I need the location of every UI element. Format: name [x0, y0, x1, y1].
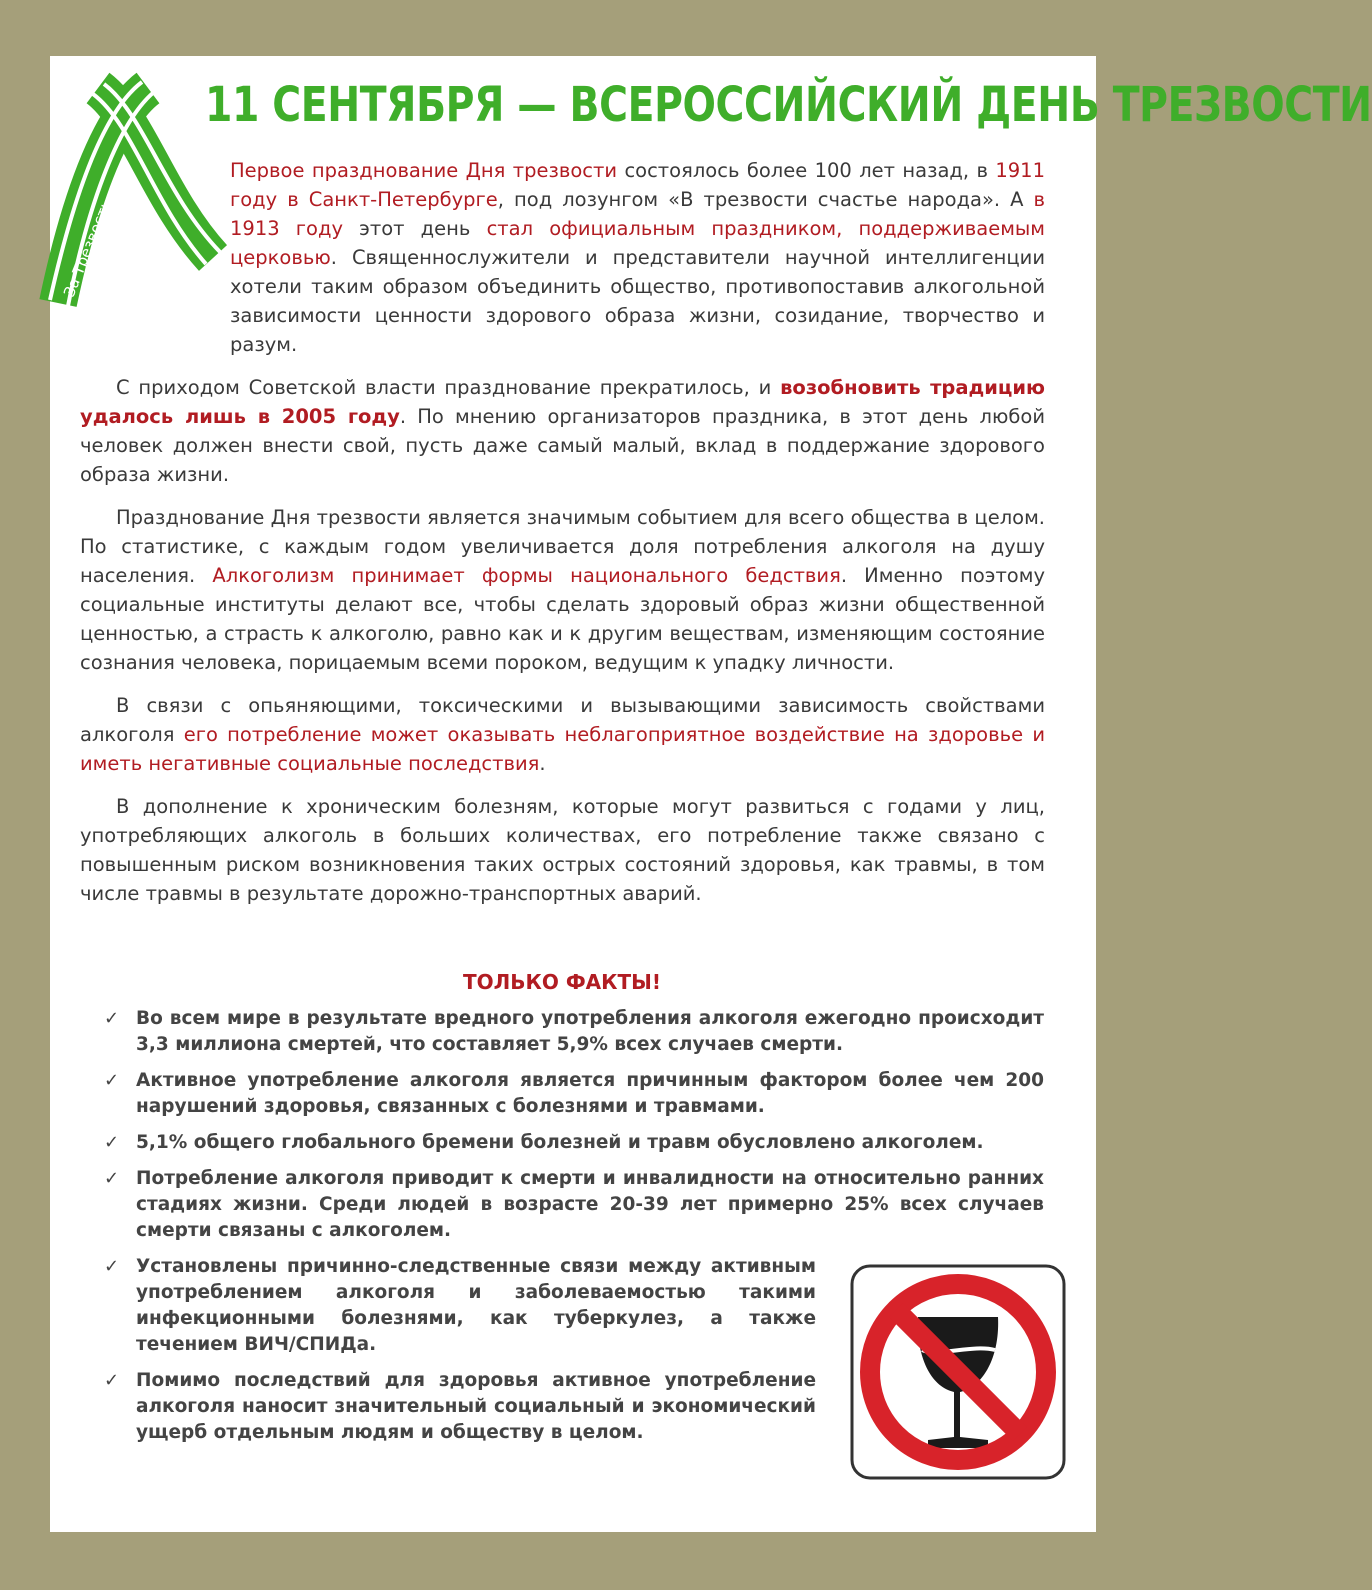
paragraph-history [80, 156, 1045, 359]
ribbon-text: За Трезвость [60, 196, 116, 300]
paragraph-injuries: В дополнение к хроническим болезням, которые могут развиться с годами у лиц, употребляющих алкоголь в больших количествах, его потребление также связано с повышенным риском возникновения таких острых состояний здоровья, как травмы, в том числе травмы в результате дорожно-транспортных аварий. [80, 795, 1045, 905]
fact-text: Установлены причинно-следственные связи между активным употреблением алкоголя и заболеваемостью такими инфекционными болезнями, как туберкулез, а также течением ВИЧ/СПИДа. [136, 1256, 816, 1355]
page-title: 11 СЕНТЯБРЯ — ВСЕРОССИЙСКИЙ ДЕНЬ ТРЕЗВОСТИ [205, 77, 1372, 133]
highlight-1911: 1911 году в Санкт-Петербурге [230, 159, 1045, 211]
highlight-1913: в 1913 году [230, 188, 1045, 240]
fact-text: Во всем мире в результате вредного употребления алкоголя ежегодно происходит 3,3 миллиона смертей, что составляет 5,9% всех случаев смерти. [136, 1008, 1044, 1055]
text-span: этот день [343, 217, 487, 240]
highlight-2005: возобновить традицию удалось лишь в 2005 году [80, 376, 1045, 428]
highlight-national-disaster: Алкоголизм принимает формы национального бедствия [212, 564, 841, 587]
text-span: , под лозунгом «В трезвости счастье народа». А [497, 188, 1034, 211]
fact-item [104, 1006, 1044, 1058]
paragraph-significance [80, 503, 1045, 677]
fact-text: Активное употребление алкоголя является причинным фактором более чем 200 нарушений здоровья, связанных с болезнями и травмами. [136, 1070, 1044, 1117]
fact-text: 5,1% общего глобального бремени болезней и травм обусловлено алкоголем. [136, 1132, 984, 1153]
checkmark-icon: ✓ [104, 1168, 120, 1189]
text-span: Празднование Дня трезвости является значимым событием для всего общества в целом. По статистике, с каждым годом увеличивается доля потребления алкоголя на душу населения. [80, 506, 1045, 587]
highlight-official-holiday: стал официальным праздником, поддерживаемым церковью [230, 217, 1046, 269]
no-alcohol-sign-icon [848, 1262, 1068, 1482]
paragraph-soviet [80, 373, 1045, 489]
paragraph-harm [80, 691, 1045, 778]
checkmark-icon: ✓ [104, 1070, 120, 1091]
fact-item [104, 1130, 1044, 1156]
fact-item [104, 1368, 816, 1446]
facts-heading: ТОЛЬКО ФАКТЫ! [463, 970, 661, 994]
fact-text: Потребление алкоголя приводит к смерти и инвалидности на относительно ранних стадиях жизни. Среди людей в возрасте 20-39 лет примерно 25% всех случаев смерти связаны с алкоголем. [136, 1168, 1044, 1241]
text-span: С приходом Советской власти празднование прекратилось, и [116, 376, 781, 399]
text-span: . Именно поэтому социальные институты делают все, чтобы сделать здоровый образ жизни общественной ценностью, а страсть к алкоголю, равно как и к другим веществам, изменяющим состояние сознания человека, порицаемым всеми пороком, ведущим к упадку личности. [80, 564, 1045, 674]
fact-item [104, 1068, 1044, 1120]
text-span: В связи с опьяняющими, токсическими и вызывающими зависимость свойствами алкоголя [80, 694, 1045, 746]
checkmark-icon: ✓ [104, 1008, 120, 1029]
text-span: состоялось более 100 лет назад, в [617, 159, 996, 182]
fact-item [104, 1254, 816, 1358]
fact-text: Помимо последствий для здоровья активное употребление алкоголя наносит значительный социальный и экономический ущерб отдельным людям и обществу в целом. [136, 1370, 816, 1443]
article-body [80, 156, 1045, 922]
text-span: . [539, 752, 546, 775]
text-span: . Священнослужители и представители научной интеллигенции хотели таким образом объединить общество, противопоставив алкогольной зависимости ценности здорового образа жизни, созидание, творчество и разум. [230, 246, 1045, 356]
checkmark-icon: ✓ [104, 1256, 120, 1277]
checkmark-icon: ✓ [104, 1132, 120, 1153]
highlight-first-celebration: Первое празднование Дня трезвости [230, 159, 618, 182]
checkmark-icon: ✓ [104, 1370, 120, 1391]
text-span: . По мнению организаторов праздника, в этот день любой человек должен внести свой, пусть даже самый малый, вклад в поддержание здорового образа жизни. [80, 405, 1046, 486]
fact-item [104, 1166, 1044, 1244]
highlight-negative-effects: его потребление может оказывать неблагоприятное воздействие на здоровье и иметь негативные социальные последствия [80, 723, 1045, 775]
